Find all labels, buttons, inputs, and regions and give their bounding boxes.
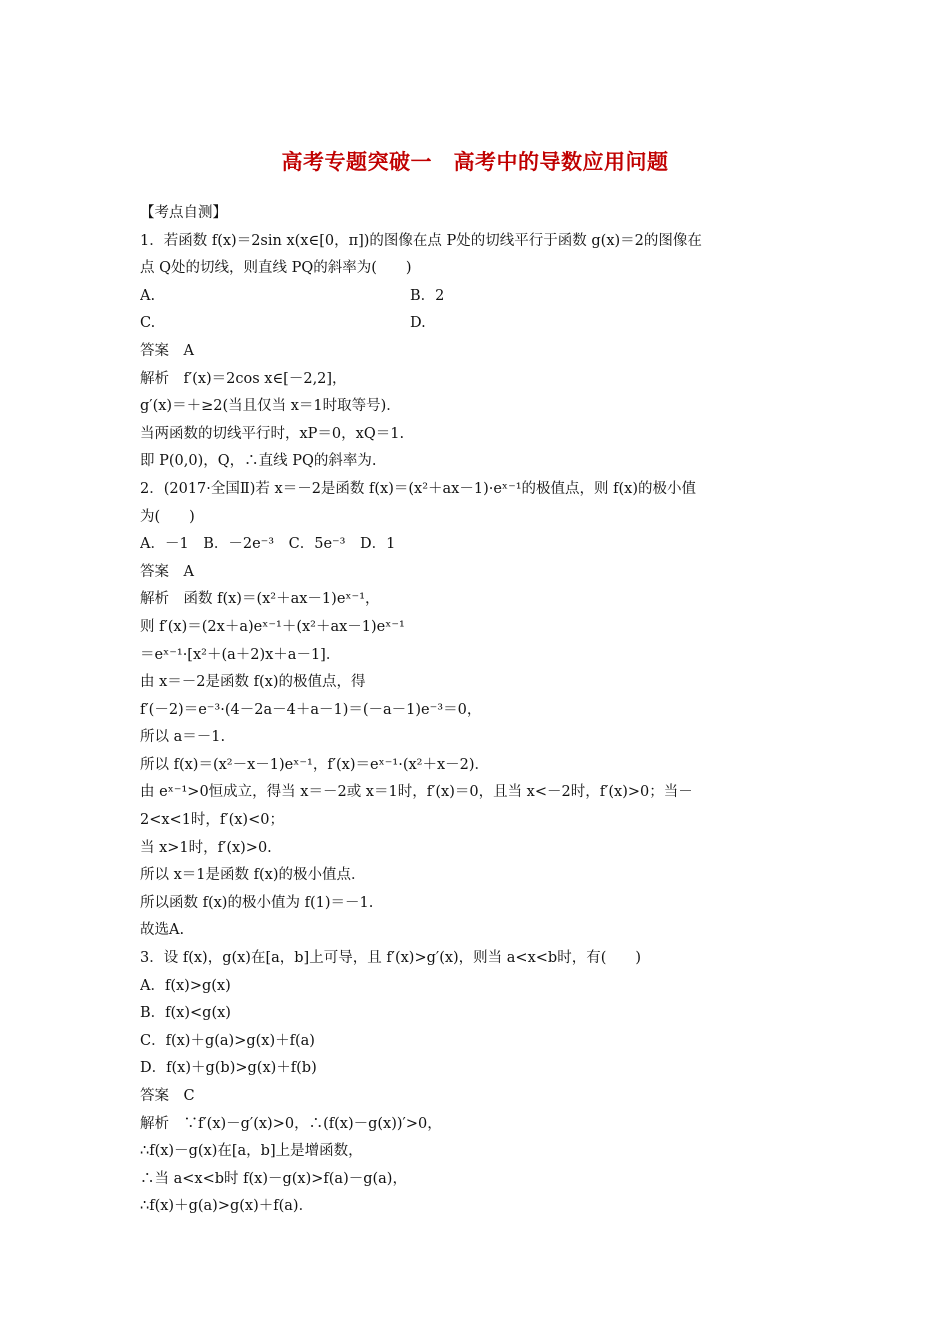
page-title: 高考专题突破一 高考中的导数应用问题: [281, 150, 669, 174]
option-a: A．f(x)>g(x): [140, 977, 231, 994]
solution-line: ∴当 a<x<b时 f(x)－g(x)>f(a)－g(a)，: [140, 1170, 407, 1187]
question-1-options-cd: [140, 310, 820, 338]
solution-line: 解析 ∵f′(x)－g′(x)>0，∴(f(x)－g(x))′>0，: [140, 1115, 442, 1132]
solution-line: 由 eˣ⁻¹>0恒成立，得当 x＝－2或 x＝1时，f′(x)＝0，且当 x<－2时，f′(x)>0；当－: [140, 784, 693, 801]
solution-line: 解析 函数 f(x)＝(x²＋ax－1)eˣ⁻¹，: [140, 591, 380, 608]
answer-2: 答案 A: [140, 563, 194, 580]
solution-line: ＝eˣ⁻¹·[x²＋(a＋2)x＋a－1]．: [140, 646, 341, 663]
solution-line: ∴f(x)－g(x)在[a，b]上是增函数，: [140, 1143, 363, 1160]
option-b: B．f(x)<g(x): [140, 1005, 231, 1022]
solution-line: 当两函数的切线平行时，xP＝0，xQ＝1.: [140, 425, 405, 442]
option-a: A.: [140, 287, 156, 304]
solution-line: 当 x>1时，f′(x)>0.: [140, 839, 272, 856]
answer-1: 答案 A: [140, 342, 194, 359]
option-c: C.: [140, 315, 156, 332]
question-2-options: A．－1 B．－2e⁻³ C．5e⁻³ D．1: [140, 536, 396, 553]
solution-line: 则 f′(x)＝(2x＋a)eˣ⁻¹＋(x²＋ax－1)eˣ⁻¹: [140, 618, 405, 635]
section-heading: 【考点自测】: [140, 205, 227, 221]
solution-line: f′(－2)＝e⁻³·(4－2a－4＋a－1)＝(－a－1)e⁻³＝0，: [140, 701, 482, 718]
question-1-stem-cont: 点 Q处的切线，则直线 PQ的斜率为( ): [140, 260, 412, 277]
solution-line: 所以 a＝－1.: [140, 729, 226, 746]
question-1-options-ab: [140, 283, 820, 311]
question-1-stem: 1．若函数 f(x)＝2sin x(x∈[0，π])的图像在点 P处的切线平行于函数 g(x)＝2的图像在: [140, 232, 702, 249]
solution-line: 即 P(0,0)，Q，∴直线 PQ的斜率为.: [140, 453, 377, 470]
solution-line: 所以 f(x)＝(x²－x－1)eˣ⁻¹，f′(x)＝eˣ⁻¹·(x²＋x－2)．: [140, 756, 490, 773]
option-c: C．f(x)＋g(a)>g(x)＋f(a): [140, 1032, 315, 1049]
solution-line: 所以 x＝1是函数 f(x)的极小值点．: [140, 867, 366, 884]
question-2-stem-cont: 为( ): [140, 508, 195, 525]
solution-line: 故选A.: [140, 922, 185, 939]
option-d: D.: [410, 315, 426, 332]
solution-line: 解析 f′(x)＝2cos x∈[－2,2]，: [140, 370, 347, 387]
question-2-stem: 2．(2017·全国Ⅱ)若 x＝－2是函数 f(x)＝(x²＋ax－1)·eˣ⁻¹的极值点，则 f(x)的极小值: [140, 480, 697, 497]
solution-line: g′(x)＝＋≥2(当且仅当 x＝1时取等号)．: [140, 398, 401, 415]
option-d: D．f(x)＋g(b)>g(x)＋f(b): [140, 1060, 317, 1077]
solution-line: 由 x＝－2是函数 f(x)的极值点，得: [140, 674, 366, 691]
option-b: B．2: [410, 287, 445, 304]
answer-3: 答案 C: [140, 1088, 195, 1104]
question-3-stem: 3．设 f(x)，g(x)在[a，b]上可导，且 f′(x)>g′(x)，则当 a<x<b时，有( ): [140, 950, 642, 967]
solution-line: 2<x<1时，f′(x)<0；: [140, 812, 284, 829]
solution-line: ∴f(x)＋g(a)>g(x)＋f(a)．: [140, 1198, 314, 1215]
document-body: [140, 200, 820, 1221]
solution-line: 所以函数 f(x)的极小值为 f(1)＝－1.: [140, 894, 374, 911]
